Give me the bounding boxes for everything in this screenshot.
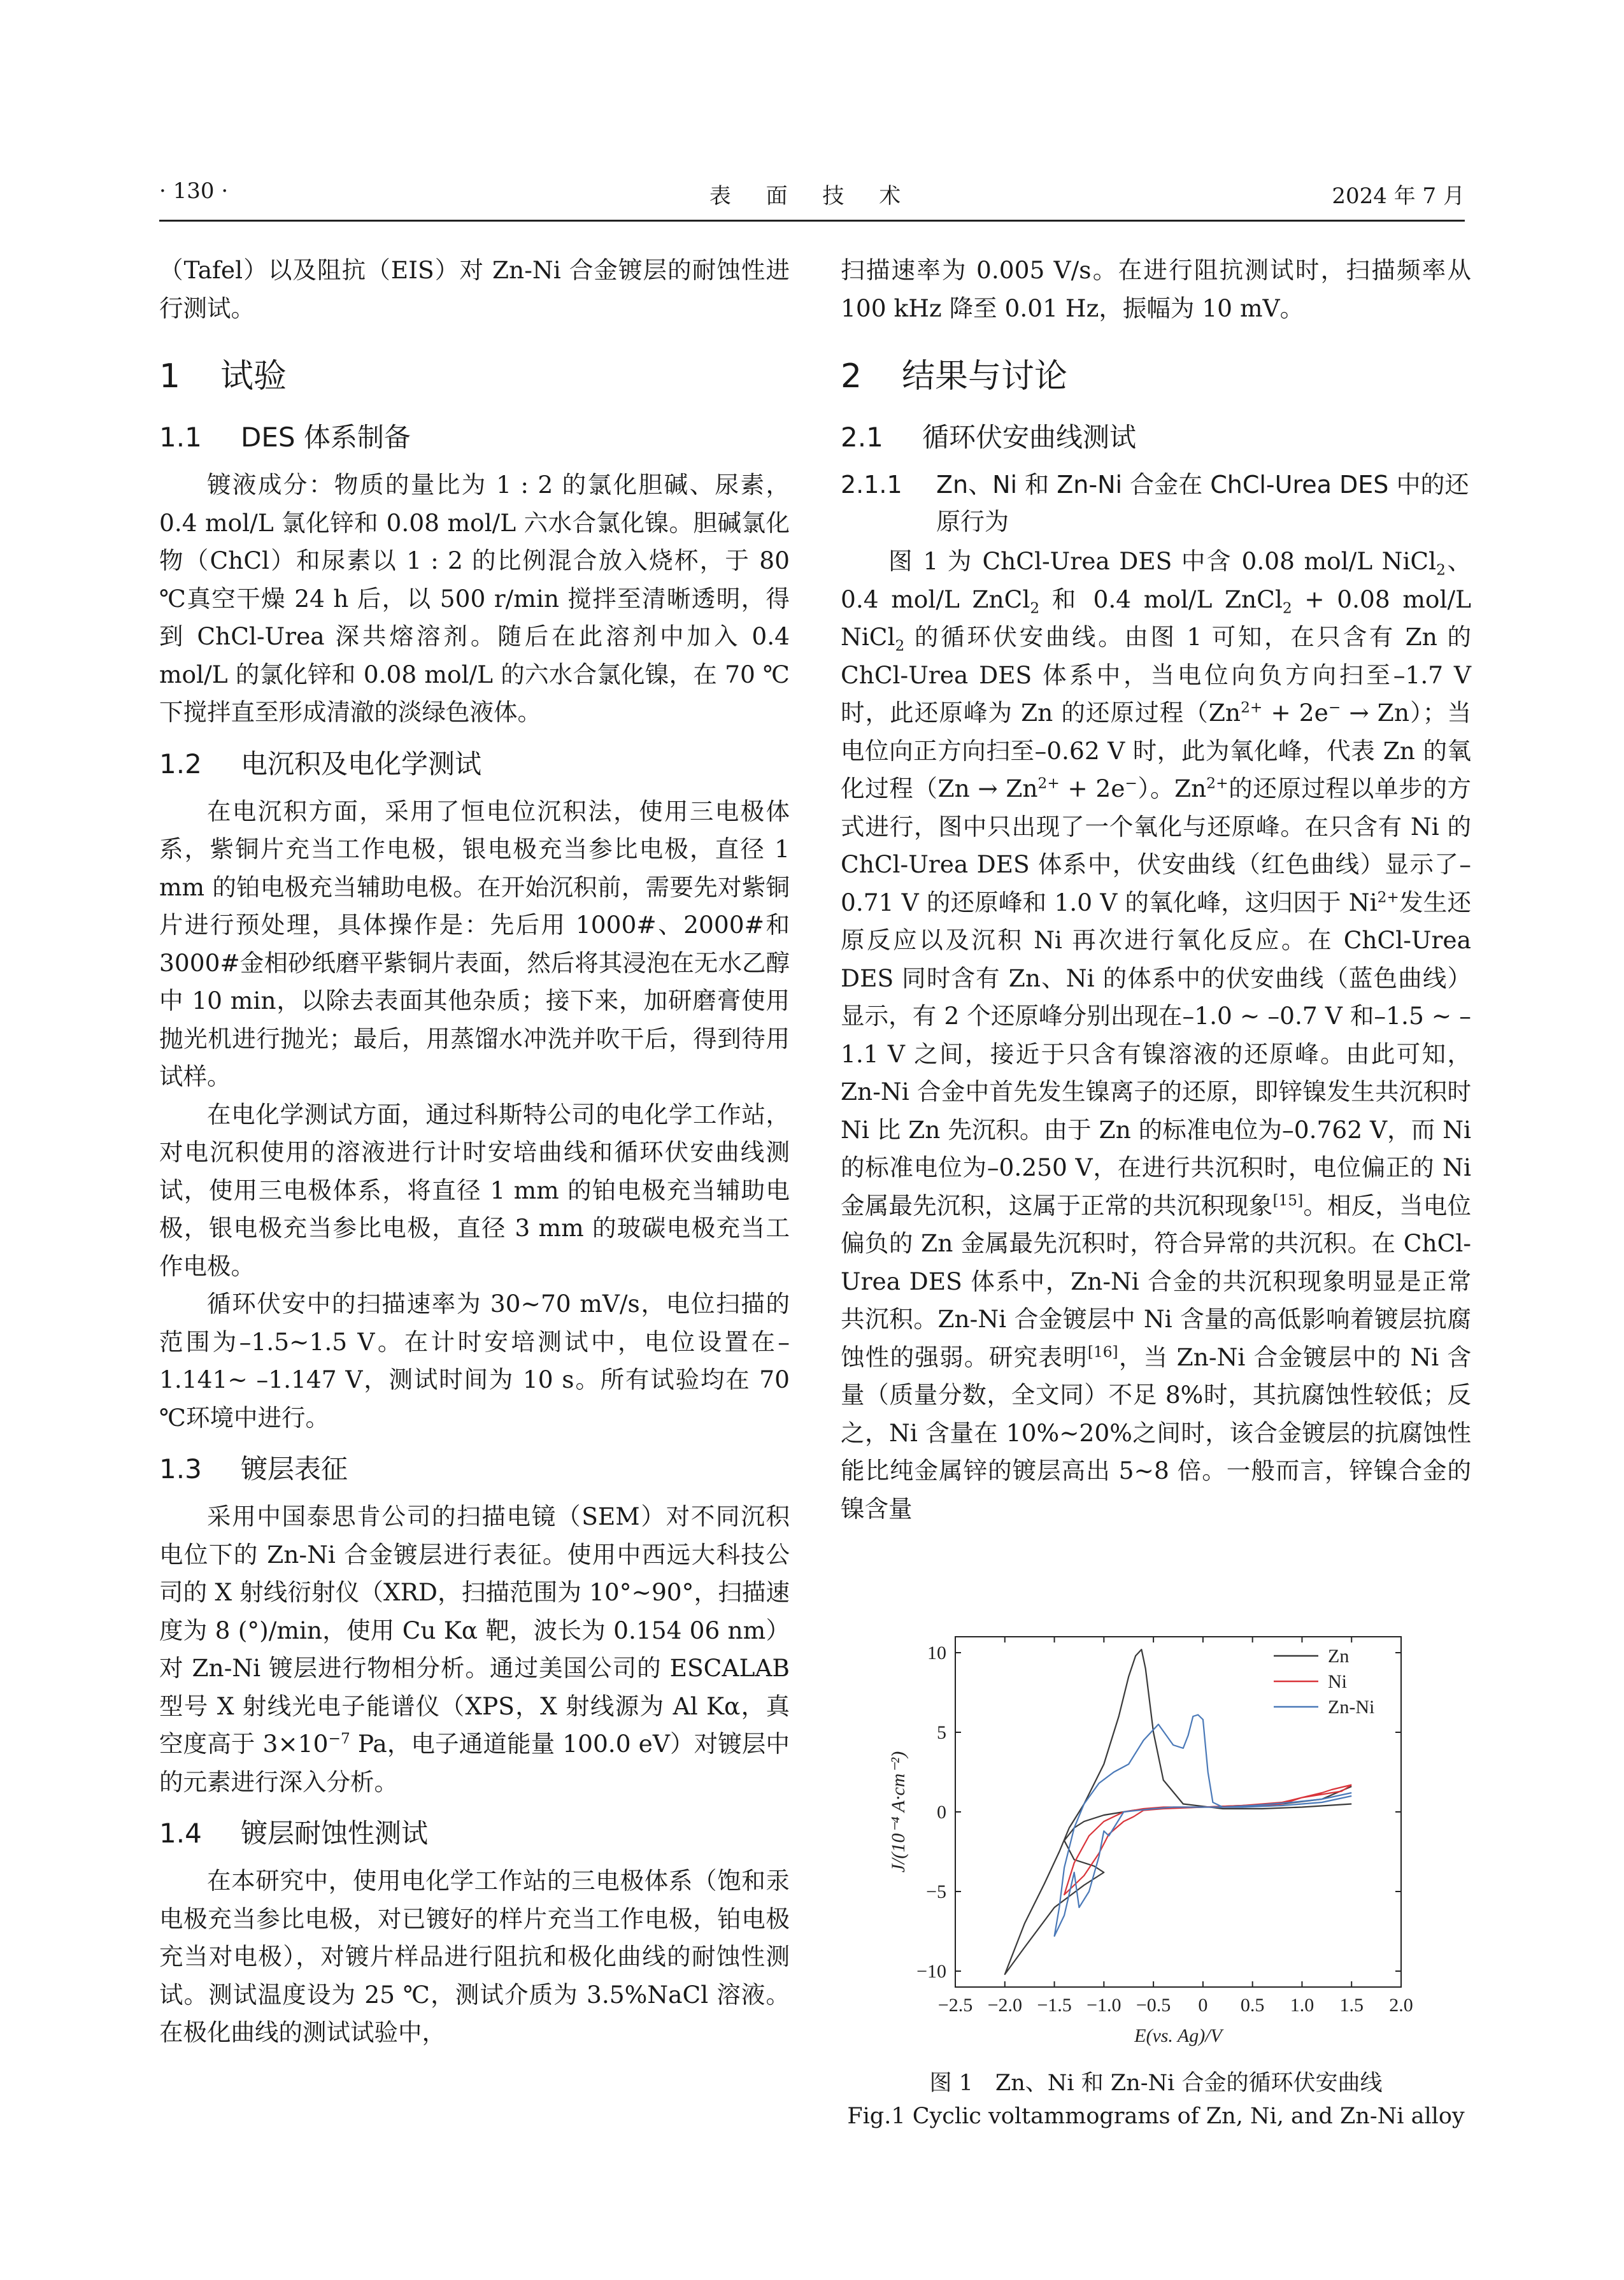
citation: [16] xyxy=(1087,1343,1118,1360)
x-tick-label: −1.5 xyxy=(1037,1995,1072,2016)
header-rule xyxy=(159,220,1465,222)
left-column xyxy=(159,252,790,2052)
section-heading xyxy=(841,354,1471,399)
citation: [15] xyxy=(1272,1192,1304,1209)
superscript: 2+ xyxy=(1241,699,1263,716)
paragraph: 循环伏安中的扫描速率为 30~70 mV/s，电位扫描的范围为–1.5~1.5 V。在计时安培测试中，电位设置在–1.141~ –1.147 V，测试时间为 10 s。所有试验均在 70 ℃环境中进行。 xyxy=(159,1290,790,1432)
subsection-heading xyxy=(159,1814,790,1853)
subsection-title: DES 体系制备 xyxy=(241,422,411,453)
y-tick-label: 10 xyxy=(927,1642,946,1664)
y-tick-label: 0 xyxy=(937,1802,946,1823)
text-run: ，当 Zn-Ni 合金镀层中的 Ni 含量（质量分数，全文同）不足 8%时，其抗腐蚀性较低；反之，Ni 含量在 10%~20%之间时，该合金镀层的抗腐蚀性能比纯金属锌的镀层高出 5~8 倍。一般而言，锌镍合金的镍含量 xyxy=(841,1343,1472,1523)
section-title: 试验 xyxy=(220,357,287,395)
text-run: 采用中国泰思肯公司的扫描电镜（SEM）对不同沉积电位下的 Zn-Ni 合金镀层进行表征。使用中西远大科技公司的 X 射线衍射仪（XRD，扫描范围为 10°~90°，扫描速度为 8 (°)/min，使用 Cu Kα 靶，波长为 0.154 06 nm）对 Zn-Ni 镀层进行物相分析。通过美国公司的 ESCALAB 型号 X 射线光电子能谱仪（XPS，X 射线源为 Al Kα，真空度高于 3×10 xyxy=(159,1502,790,1758)
paragraph: （Tafel）以及阻抗（EIS）对 Zn-Ni 合金镀层的耐蚀性进行测试。 xyxy=(159,256,790,322)
issue-date: 2024 年 7 月 xyxy=(1332,183,1465,209)
text-run: 。相反，当电位偏负的 Zn 金属最先沉积时，符合异常的共沉积。在 ChCl-Urea DES 体系中，Zn-Ni 合金的共沉积现象明显是正常共沉积。Zn-Ni 合金镀层中 Ni 含量的高低影响着镀层抗腐蚀性的强弱。研究表明 xyxy=(841,1191,1472,1371)
subscript: 2 xyxy=(1436,561,1446,579)
superscript: 2+ xyxy=(1206,774,1229,792)
paragraph xyxy=(159,1498,790,1801)
y-tick-label: 5 xyxy=(937,1722,946,1743)
section-number: 2 xyxy=(841,357,862,395)
subscript: 2 xyxy=(1030,599,1040,616)
x-tick-label: 0.5 xyxy=(1240,1995,1265,2016)
paragraph: 扫描速率为 0.005 V/s。在进行阻抗测试时，扫描频率从 100 kHz 降至 0.01 Hz，振幅为 10 mV。 xyxy=(841,256,1471,322)
x-tick-label: 1.0 xyxy=(1290,1995,1314,2016)
y-axis-label: J/(10⁻⁴ A·cm⁻²) xyxy=(888,1751,909,1873)
subsection-number: 1.1 xyxy=(159,422,202,453)
subscript: 2 xyxy=(1282,599,1292,616)
text-run: 的还原过程以单步的方式进行，图中只出现了一个氧化与还原峰。在只含有 Ni 的 ChCl-Urea DES 体系中，伏安曲线（红色曲线）显示了–0.71 V 的还原峰和 1.0 V 的氧化峰，这归因于 Ni xyxy=(841,774,1471,916)
paragraph: 镀液成分：物质的量比为 1 : 2 的氯化胆碱、尿素，0.4 mol/L 氯化锌和 0.08 mol/L 六水合氯化镍。胆碱氯化物（ChCl）和尿素以 1 : 2 的比例混合放入烧杯，于 80 ℃真空干燥 24 h 后，以 500 r/min 搅拌至清晰透明，得到 ChCl-Urea 深共熔溶剂。随后在此溶剂中加入 0.4 mol/L 的氯化锌和 0.08 mol/L 的六水合氯化镍，在 70 ℃下搅拌直至形成清澈的淡绿色液体。 xyxy=(159,471,790,726)
series-lines xyxy=(1005,1649,1351,1974)
subsection-heading xyxy=(159,1450,790,1489)
superscript: − xyxy=(1125,774,1137,792)
subsection-title: 循环伏安曲线测试 xyxy=(922,422,1137,453)
text-run: ）。Zn xyxy=(1137,774,1207,802)
page-number: · 130 · xyxy=(159,178,229,204)
x-tick-label: −2.0 xyxy=(987,1995,1022,2016)
subsection-title: 镀层表征 xyxy=(241,1453,348,1485)
paragraph: 在电化学测试方面，通过科斯特公司的电化学工作站，对电沉积使用的溶液进行计时安培曲线和循环伏安曲线测试，使用三电极体系，将直径 1 mm 的铂电极充当辅助电极，银电极充当参比电极，直径 3 mm 的玻碳电极充当工作电极。 xyxy=(159,1100,790,1280)
subsection-number: 1.4 xyxy=(159,1818,202,1849)
subsubsection-title: Zn、Ni 和 Zn-Ni 合金在 ChCl-Urea DES 中的还原行为 xyxy=(936,471,1469,536)
superscript: − xyxy=(1328,699,1341,716)
x-tick-label: −1.0 xyxy=(1086,1995,1122,2016)
text-run: 图 1 为 ChCl-Urea DES 中含 0.08 mol/L NiCl xyxy=(888,547,1437,575)
subsection-title: 镀层耐蚀性测试 xyxy=(241,1818,429,1849)
subsection-heading xyxy=(159,418,790,457)
x-tick-label: 1.5 xyxy=(1339,1995,1364,2016)
x-tick-label: 2.0 xyxy=(1389,1995,1413,2016)
x-tick-label: −0.5 xyxy=(1136,1995,1171,2016)
paragraph: 在本研究中，使用电化学工作站的三电极体系（饱和汞电极充当参比电极，对已镀好的样片充当工作电极，铂电极充当对电极），对镀片样品进行阻抗和极化曲线的耐蚀性测试。测试温度设为 25 ℃，测试介质为 3.5%NaCl 溶液。在极化曲线的测试试验中， xyxy=(159,1867,790,2046)
legend-label: Zn-Ni xyxy=(1328,1697,1375,1718)
text-run: 和 0.4 mol/L ZnCl xyxy=(1039,585,1283,613)
subsection-title: 电沉积及电化学测试 xyxy=(241,748,482,780)
figure-1 xyxy=(841,1618,1471,2066)
x-tick-label: −2.5 xyxy=(937,1995,973,2016)
superscript: 2+ xyxy=(1037,774,1060,792)
section-title: 结果与讨论 xyxy=(902,357,1068,395)
subsubsection-number: 2.1.1 xyxy=(841,471,902,499)
x-tick-label: 0 xyxy=(1198,1995,1208,2016)
superscript: −7 xyxy=(328,1730,350,1748)
text-run: 发生还原反应以及沉积 Ni 再次进行氧化反应。在 ChCl-Urea DES 同时含有 Zn、Ni 的体系中的伏安曲线（蓝色曲线）显示，有 2 个还原峰分别出现在–1.0 ~ –0.7 V 和–1.5 ~ –1.1 V 之间，接近于只含有镍溶液的还原峰。由此可知，Zn-Ni 合金中首先发生镍离子的还原，即锌镍发生共沉积时 Ni 比 Zn 先沉积。由于 Zn 的标准电位为–0.762 V，而 Ni 的标准电位为–0.250 V，在进行共沉积时，电位偏正的 Ni 金属最先沉积，这属于正常的共沉积现象 xyxy=(841,888,1472,1220)
subsection-number: 1.2 xyxy=(159,748,202,780)
y-tick-label: −10 xyxy=(916,1961,946,1982)
legend-label: Ni xyxy=(1328,1671,1347,1692)
right-column xyxy=(841,252,1471,1528)
figure-caption-cn: 图 1 Zn、Ni 和 Zn-Ni 合金的循环伏安曲线 xyxy=(929,2070,1383,2096)
text-run: + 2e xyxy=(1262,699,1328,727)
paragraph: 在电沉积方面，采用了恒电位沉积法，使用三电极体系，紫铜片充当工作电极，银电极充当参比电极，直径 1 mm 的铂电极充当辅助电极。在开始沉积前，需要先对紫铜片进行预处理，具体操作是：先后用 1000#、2000#和 3000#金相砂纸磨平紫铜片表面，然后将其浸泡在无水乙醇中 10 min，以除去表面其他杂质；接下来，加研磨膏使用抛光机进行抛光；最后，用蒸馏水冲洗并吹干后，得到待用试样。 xyxy=(159,797,790,1090)
subsection-heading xyxy=(841,418,1471,457)
subsection-number: 1.3 xyxy=(159,1453,202,1485)
legend xyxy=(1274,1646,1374,1718)
y-tick-label: −5 xyxy=(926,1881,946,1902)
subsection-number: 2.1 xyxy=(841,422,883,453)
x-axis-label: E(vs. Ag)/V xyxy=(1134,2025,1222,2046)
subsection-heading xyxy=(159,745,790,784)
section-number: 1 xyxy=(159,357,181,395)
paragraph xyxy=(841,543,1471,1528)
subscript: 2 xyxy=(895,637,905,655)
section-heading xyxy=(159,354,790,399)
legend-label: Zn xyxy=(1328,1646,1350,1667)
text-run: Pa，电子通道能量 100.0 eV）对镀层中的元素进行深入分析。 xyxy=(159,1730,790,1796)
running-header xyxy=(159,178,1465,217)
superscript: 2+ xyxy=(1377,888,1399,906)
figure-caption-en: Fig.1 Cyclic voltammograms of Zn, Ni, and Zn-Ni alloy xyxy=(847,2104,1465,2129)
text-run: + 2e xyxy=(1059,774,1125,802)
text-run: 的循环伏安曲线。由图 1 可知，在只含有 Zn 的 ChCl-Urea DES 体系中，当电位向负方向扫至–1.7 V 时，此还原峰为 Zn 的还原过程（Zn xyxy=(841,623,1471,727)
text-run: + 0.08 mol/L NiCl xyxy=(841,585,1472,651)
text-run: 、0.4 mol/L ZnCl xyxy=(841,547,1471,613)
text-run: → Zn）；当电位向正方向扫至–0.62 V 时，此为氧化峰，代表 Zn 的氧化过程（Zn → Zn xyxy=(841,699,1472,802)
subsubsection-heading xyxy=(841,466,1471,540)
cv-chart xyxy=(841,1618,1471,2063)
journal-name: 表 面 技 术 xyxy=(709,183,915,209)
